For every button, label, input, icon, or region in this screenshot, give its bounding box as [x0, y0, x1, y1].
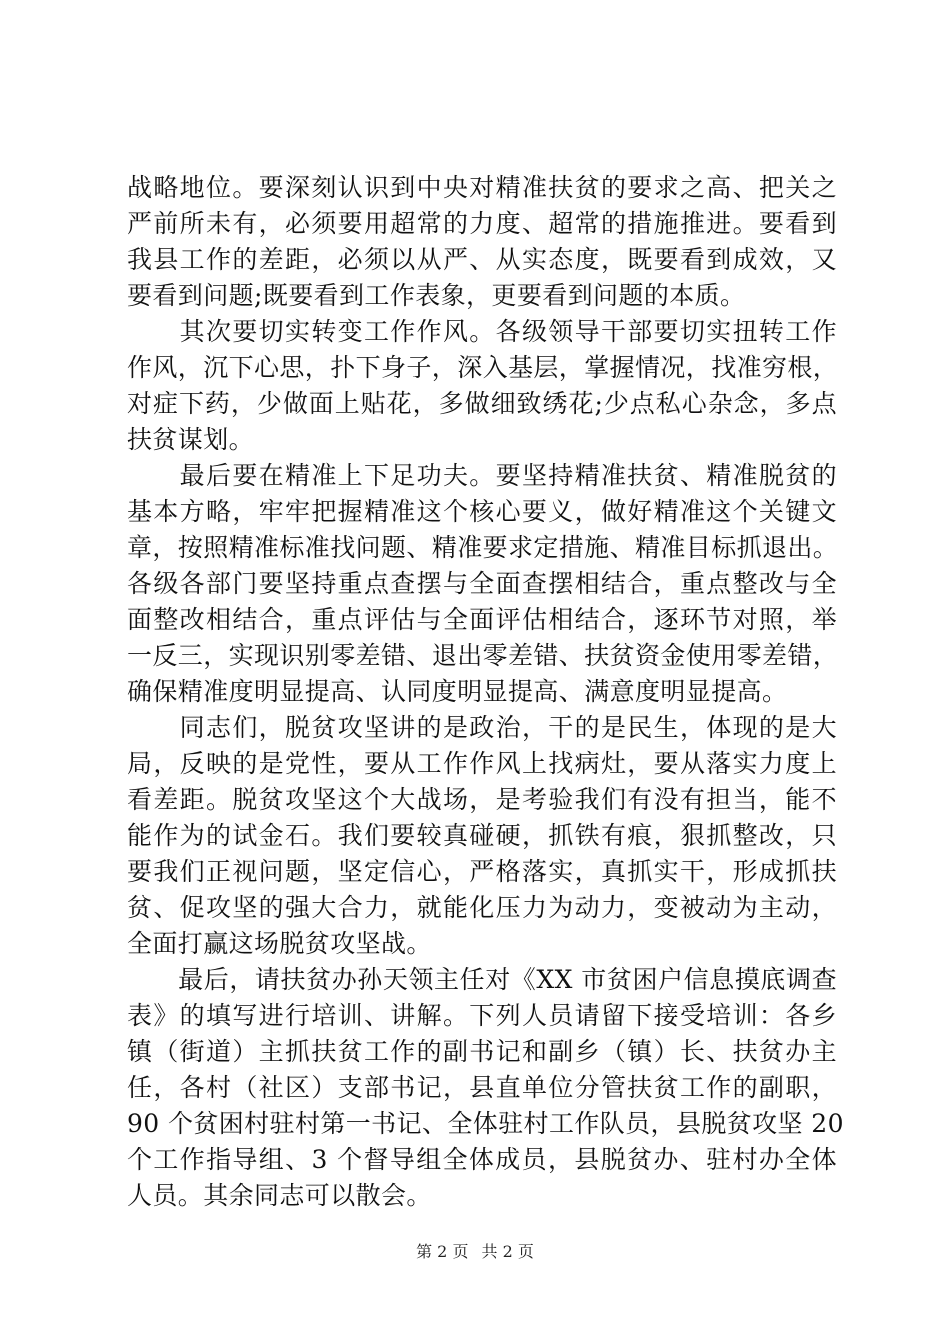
text-line: 要我们正视问题，坚定信心，严格落实，真抓实干，形成抓扶	[127, 857, 837, 886]
text-line: 表》的填写进行培训、讲解。下列人员请留下接受培训：各乡	[127, 1001, 837, 1030]
text-line: 各级各部门要坚持重点查摆与全面查摆相结合，重点整改与全	[127, 569, 837, 598]
page-footer	[0, 1240, 950, 1264]
text-line: 同志们，脱贫攻坚讲的是政治，干的是民生，体现的是大	[127, 713, 837, 742]
page-total: 共 2 页	[481, 1242, 534, 1261]
text-line: 对症下药，少做面上贴花，多做细致绣花;少点私心杂念，多点	[127, 389, 837, 418]
text-line: 局，反映的是党性，要从工作作风上找病灶，要从落实力度上	[127, 749, 837, 778]
text-line: 看差距。脱贫攻坚这个大战场，是考验我们有没有担当，能不	[127, 785, 837, 814]
text-line: 扶贫谋划。	[127, 425, 255, 454]
text-line: 一反三，实现识别零差错、退出零差错、扶贫资金使用零差错，	[127, 641, 839, 670]
text-line: 最后，请扶贫办孙天领主任对《XX 市贫困户信息摸底调查	[127, 965, 837, 994]
text-line: 我县工作的差距，必须以从严、从实态度，既要看到成效，又	[127, 245, 837, 274]
text-line: 90 个贫困村驻村第一书记、全体驻村工作队员，县脱贫攻坚 20	[127, 1109, 844, 1138]
text-line: 能作为的试金石。我们要较真碰硬，抓铁有痕，狠抓整改，只	[127, 821, 837, 850]
text-line: 基本方略，牢牢把握精准这个核心要义，做好精准这个关键文	[127, 497, 837, 526]
text-line: 贫、促攻坚的强大合力，就能化压力为动力，变被动为主动，	[127, 893, 837, 922]
page-number: 第 2 页	[416, 1242, 469, 1261]
text-line: 作风，沉下心思，扑下身子，深入基层，掌握情况，找准穷根，	[127, 353, 839, 382]
text-line: 确保精准度明显提高、认同度明显提高、满意度明显提高。	[127, 677, 788, 706]
text-line: 要看到问题;既要看到工作表象，更要看到问题的本质。	[127, 281, 746, 310]
text-line: 最后要在精准上下足功夫。要坚持精准扶贫、精准脱贫的	[127, 461, 837, 490]
text-line: 任，各村（社区）支部书记，县直单位分管扶贫工作的副职，	[127, 1073, 837, 1102]
text-line: 章，按照精准标准找问题、精准要求定措施、精准目标抓退出。	[127, 533, 839, 562]
text-line: 面整改相结合，重点评估与全面评估相结合，逐环节对照，举	[127, 605, 837, 634]
text-line: 个工作指导组、3 个督导组全体成员，县脱贫办、驻村办全体	[127, 1145, 837, 1174]
document-body	[127, 170, 844, 1214]
text-line: 全面打赢这场脱贫攻坚战。	[127, 929, 432, 958]
text-line: 其次要切实转变工作作风。各级领导干部要切实扭转工作	[127, 317, 837, 346]
text-line: 严前所未有，必须要用超常的力度、超常的措施推进。要看到	[127, 209, 837, 238]
text-line: 镇（街道）主抓扶贫工作的副书记和副乡（镇）长、扶贫办主	[127, 1037, 837, 1066]
text-line: 人员。其余同志可以散会。	[127, 1181, 432, 1210]
text-line: 战略地位。要深刻认识到中央对精准扶贫的要求之高、把关之	[127, 173, 837, 202]
